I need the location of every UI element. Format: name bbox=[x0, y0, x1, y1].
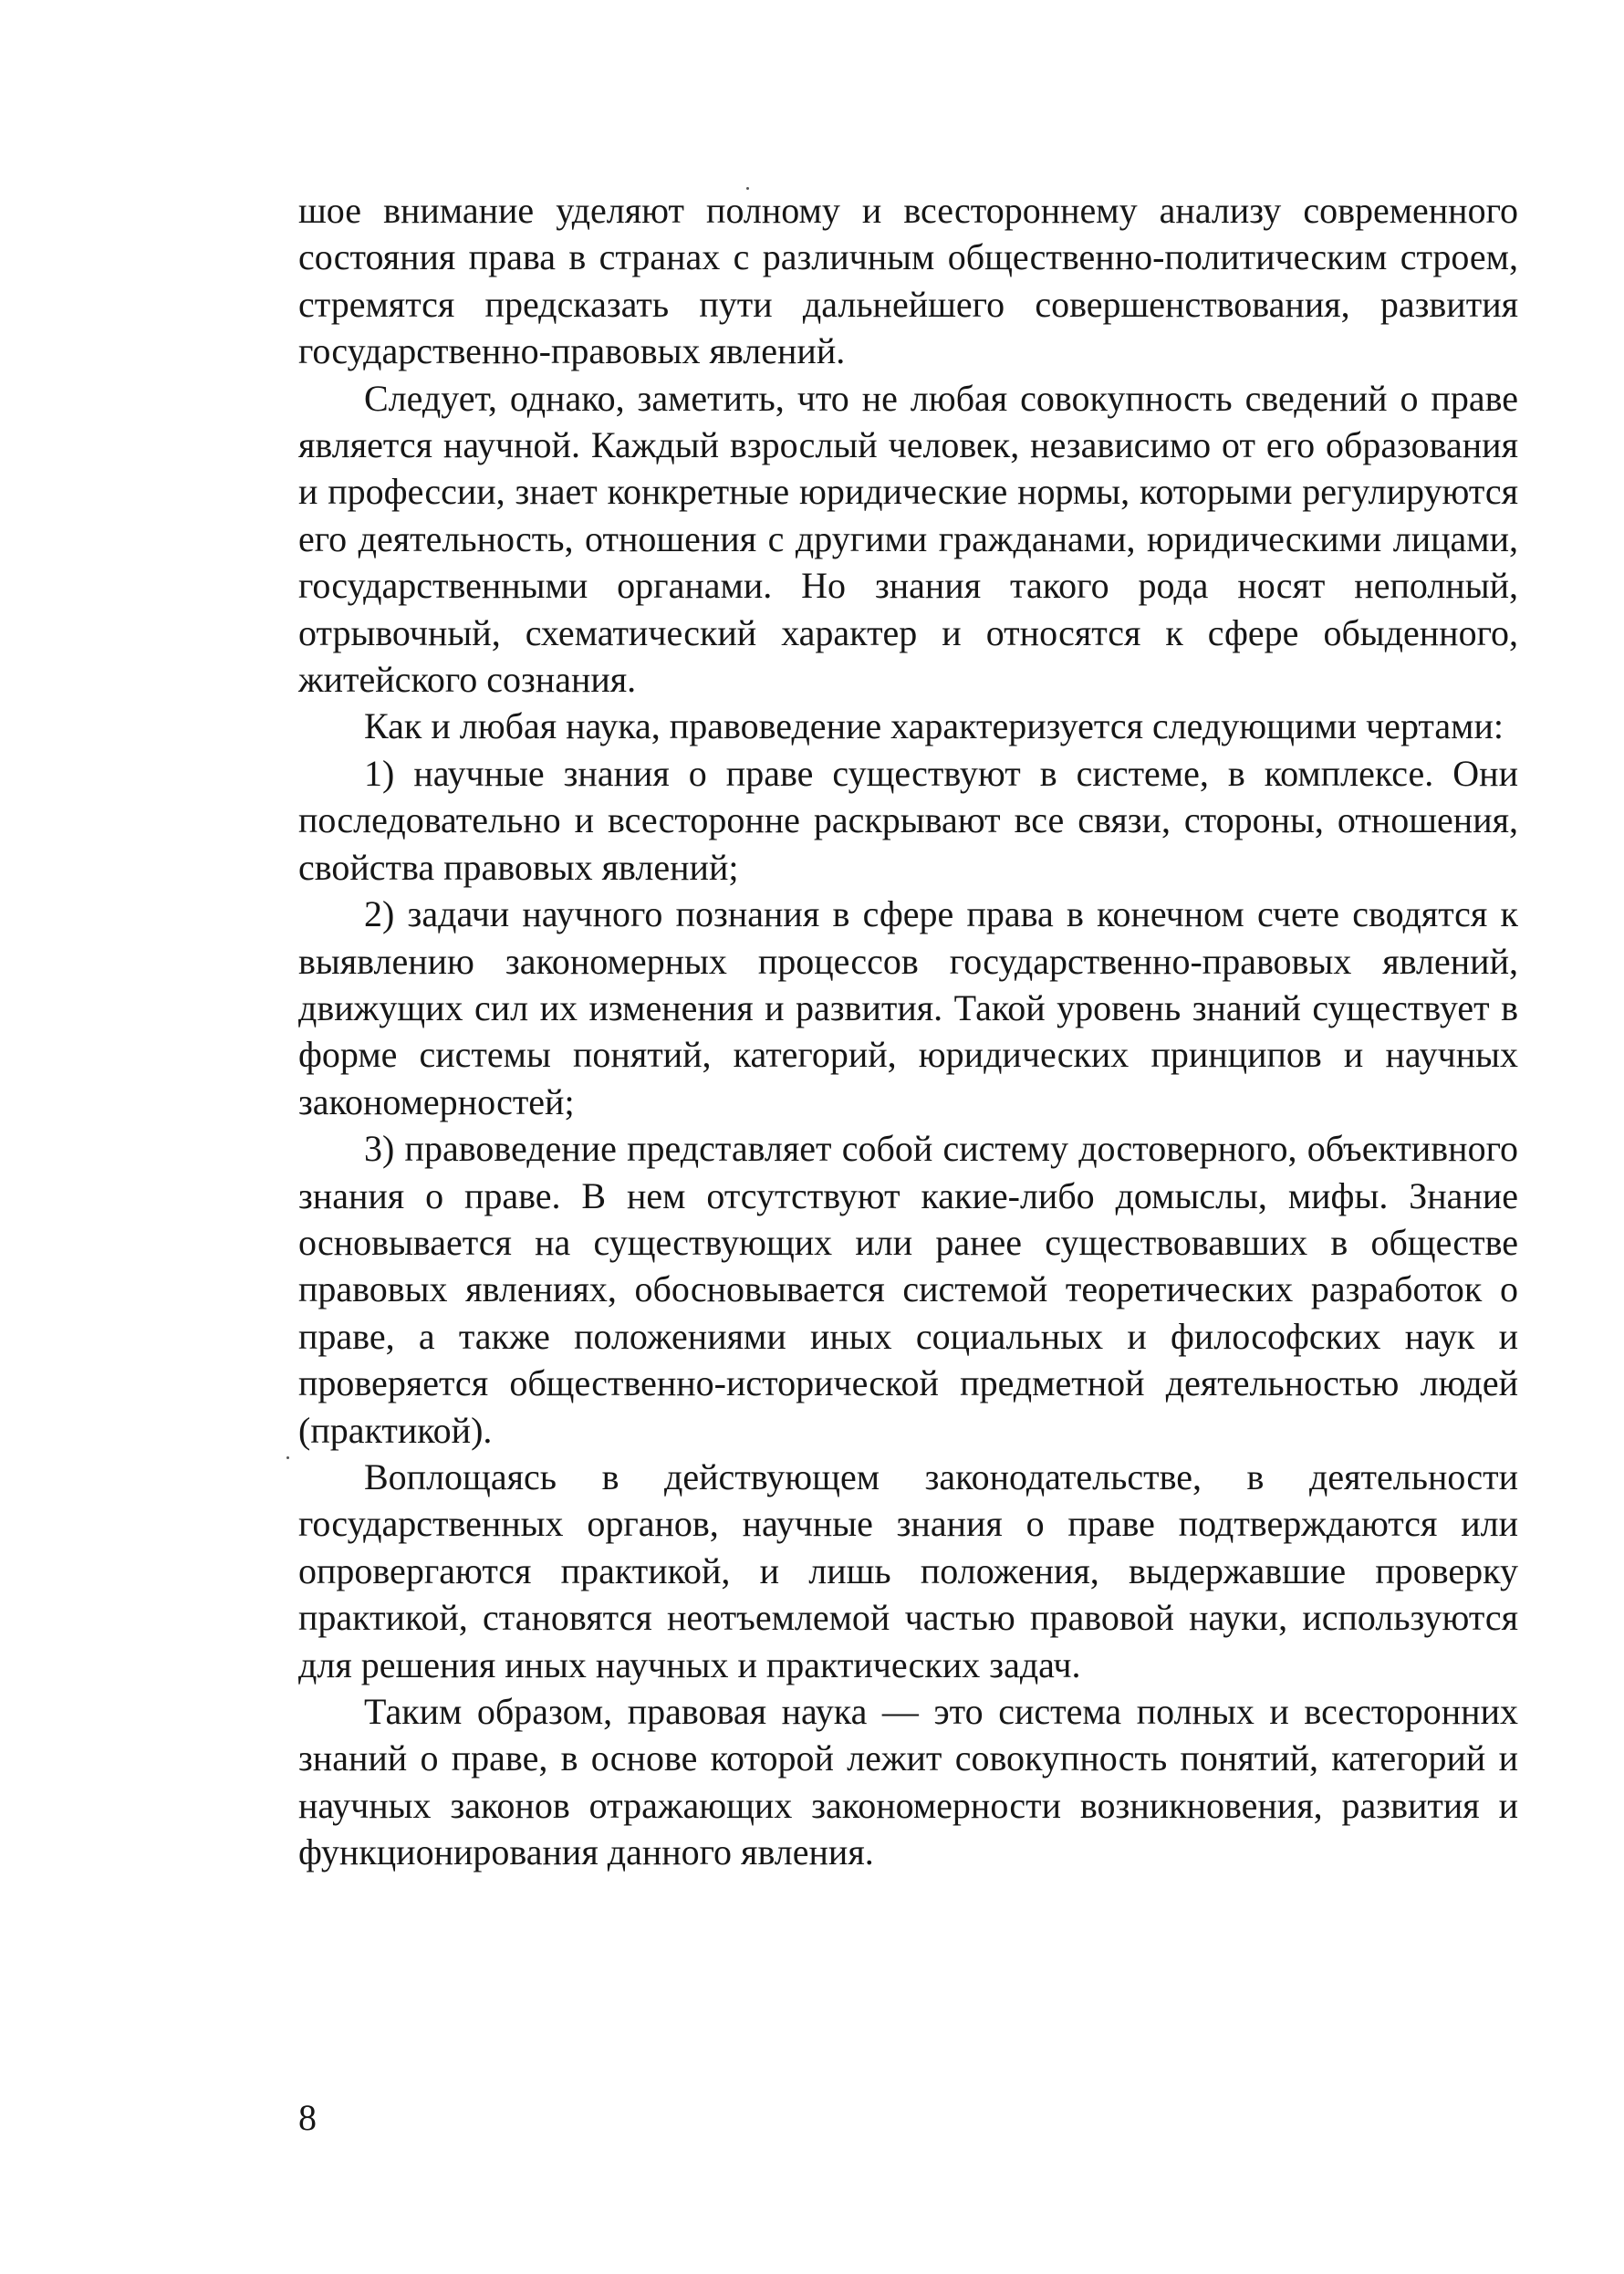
list-item-1: 1) научные знания о праве существуют в системе, в комплексе. Они последовательно и всесторонне раскрывают все связи, стороны, отношения, свойства правовых явлений; bbox=[298, 752, 1518, 888]
page-body bbox=[298, 187, 1518, 1876]
paragraph-5: Таким образом, правовая наука — это система полных и всесторонних знаний о праве, в основе которой лежит совокупность понятий, категорий и научных законов отражающих закономерности возникновения, развития и функционирования данного явления. bbox=[298, 1691, 1518, 1873]
list-item-2: 2) задачи научного познания в сфере права в конечном счете сводятся к выявлению закономерных процессов государственно-правовых явлений, движущих сил их изменения и развития. Такой уровень знаний существует в форме системы понятий, категорий, юридических принципов и научных закономерностей; bbox=[298, 893, 1518, 1122]
paragraph-1: шое внимание уделяют полному и всестороннему анализу современного состояния права в странах с различным общественно-политическим строем, стремятся предсказать пути дальнейшего совершенствования, развития государственно-правовых явлений. bbox=[298, 190, 1518, 372]
paragraph-3: Как и любая наука, правоведение характеризуется следующими чертами: bbox=[364, 705, 1504, 747]
paragraph-2: Следует, однако, заметить, что не любая совокупность сведений о праве является научной. Каждый взрослый человек, независимо от его образования и профессии, знает конкретные юридические нормы, которыми регулируются его деятельность, отношения с другими гражданами, юридическими лицами, государственными органами. Но знания такого рода носят неполный, отрывочный, схематический характер и относятся к сфере обыденного, житейского сознания. bbox=[298, 377, 1518, 701]
page-number: 8 bbox=[298, 2097, 317, 2138]
paragraph-4: Воплощаясь в действующем законодательстве, в деятельности государственных органов, научные знания о праве подтверждаются или опровергаются практикой, и лишь положения, выдержавшие проверку практикой, становятся неотъемлемой частью правовой науки, используются для решения иных научных и практических задач. bbox=[298, 1455, 1518, 1685]
scan-speck bbox=[286, 1456, 289, 1459]
scan-speck bbox=[746, 187, 749, 190]
list-item-3: 3) правоведение представляет собой систему достоверного, объективного знания о праве. В нем отсутствуют какие-либо домыслы, мифы. Знание основывается на существующих или ранее существовавших в обществе правовых явлениях, обосновывается системой теоретических разработок о праве, а также положениями иных социальных и философских наук и проверяется общественно-исторической предметной деятельностью людей (практикой). bbox=[298, 1128, 1518, 1451]
